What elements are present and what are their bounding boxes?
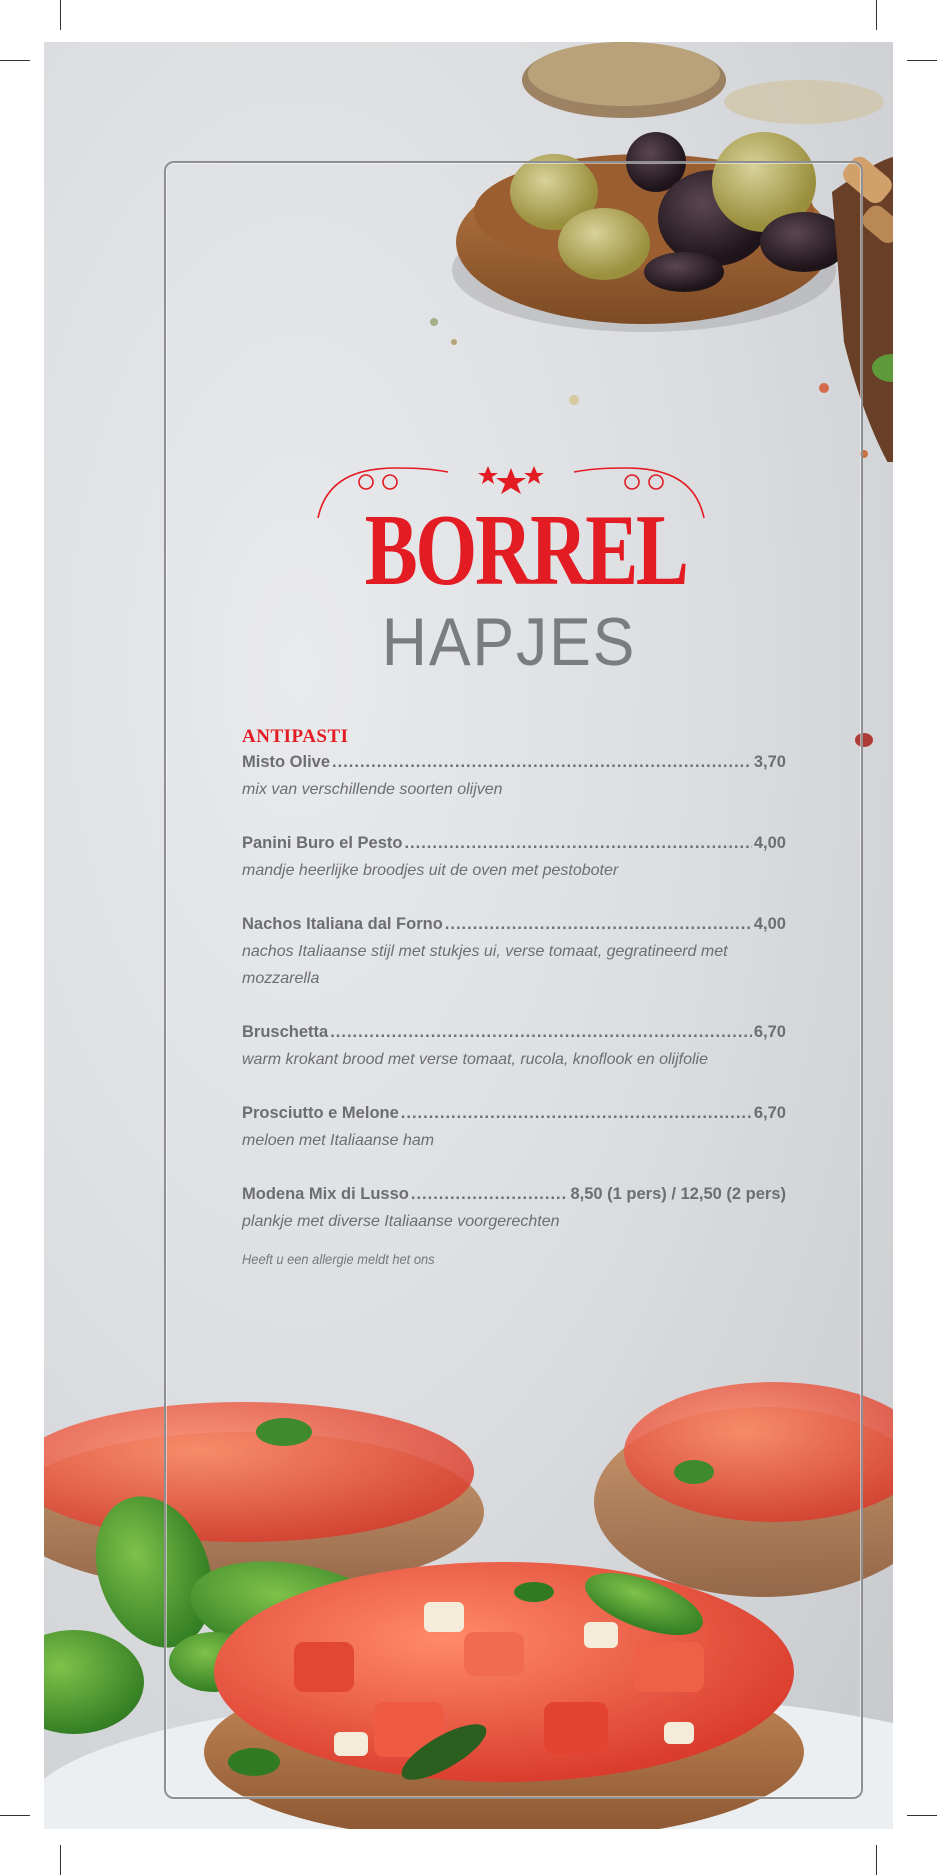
item-name: Nachos Italiana dal Forno [242,915,443,933]
menu-item [242,1181,786,1235]
crop-mark [60,0,61,30]
brand-subtitle: HAPJES [381,604,637,680]
item-description: mandje heerlijke broodjes uit de oven met pestoboter [242,862,619,879]
menu-item-line [242,830,786,857]
crop-mark [0,1815,30,1816]
leader-dots [401,1100,752,1127]
leader-dots [404,830,751,857]
item-name: Prosciutto e Melone [242,1104,399,1122]
crop-mark [60,1845,61,1875]
leader-dots [411,1181,569,1208]
menu-item-line [242,1100,786,1127]
item-name: Bruschetta [242,1023,329,1041]
item-name: Modena Mix di Lusso [242,1185,409,1203]
item-price: 8,50 (1 pers) / 12,50 (2 pers) [570,1185,786,1203]
section-title: ANTIPASTI [242,726,349,747]
item-price: 6,70 [753,1023,786,1041]
brand-title: BORREL [364,494,687,607]
item-name: Misto Olive [242,753,331,771]
menu-item [242,1100,786,1154]
crop-mark [907,1815,937,1816]
menu-item-line [242,911,786,938]
menu-sheet [44,42,893,1829]
crop-mark [0,60,30,61]
item-price: 4,00 [753,834,786,852]
item-price: 3,70 [753,753,786,771]
menu-item [242,1019,786,1073]
item-description: mix van verschillende soorten olijven [242,781,503,798]
allergy-note: Heeft u een allergie meldt het ons [242,1251,435,1267]
item-description: plankje met diverse Italiaanse voorgerechten [242,1213,560,1230]
leader-dots [330,1019,752,1046]
item-price: 4,00 [753,915,786,933]
crop-mark [876,1845,877,1875]
item-price: 6,70 [753,1104,786,1122]
crop-mark [907,60,937,61]
menu-item [242,911,786,992]
item-description: warm krokant brood met verse tomaat, rucola, knoflook en olijfolie [242,1051,708,1068]
item-name: Panini Buro el Pesto [242,834,403,852]
menu-list [242,725,786,1267]
crop-mark [876,0,877,30]
menu-item-line [242,749,786,776]
menu-item [242,830,786,884]
item-description: nachos Italiaanse stijl met stukjes ui, verse tomaat, gegratineerd met mozzarella [242,943,728,987]
item-description: meloen met Italiaanse ham [242,1132,435,1149]
leader-dots [332,749,752,776]
menu-item-line [242,1181,786,1208]
menu-item-line [242,1019,786,1046]
menu-item [242,749,786,803]
leader-dots [445,911,752,938]
